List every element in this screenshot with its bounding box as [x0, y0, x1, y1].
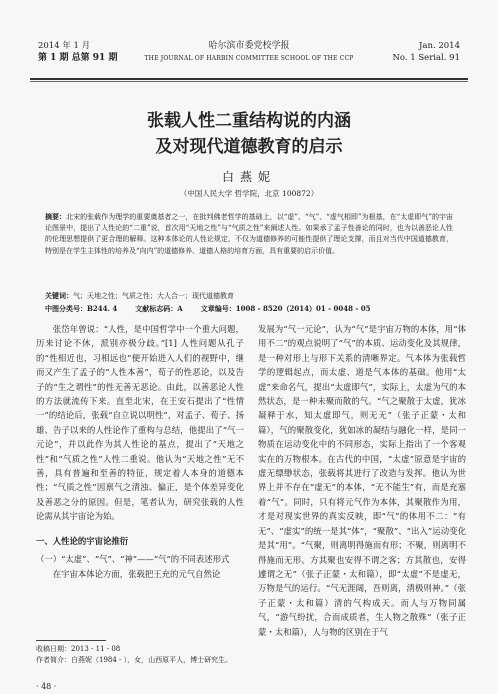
author-name: 白燕妮 — [221, 170, 276, 184]
body-paragraph: 发展为“气一元论”，认为“气”是宇宙万物的本体，用“体用不二”的观点说明了“气”的本质、运动变化及其规律，是一种对形上与形下关系的清晰界定。气本体为张载哲学的逻辑起点，而太虚、道是气本体的基础。他用“太虚”来命名气，提出“太虚即气”，实际上，太虚为气的本然状态，是一种未聚而散的气。“气之聚散于太虚，犹冰凝释于水，知太虚即气，则无无”（张子正蒙・太和篇），气的聚散变化，犹如冰的凝结与融化一样，是同一物质在运动变化中的不同形态，实际上指出了一个客观实在的万物根本。在古代的中国，“太虚”原意是宇宙的虚无缥缈状态，张载将其进行了改造与发挥。他认为世界上并不存在“虚无”的本体，“无不能生”有，而是充塞着“气”。同时，只有将元气作为本体，其聚散作为用，才是对现实世界的真实反映，即“气”的体用不二：“有无”、“虚实”的统一是其“体”，“聚散”、“出入”运动变化是其“用”。“气聚，则离明得施而有形；不聚，则离明不得施而无形。方其聚也安得不谓之客；方其散也，安得遽谓之无”（张子正蒙・太和篇），即“太虚”不是虚无，万物是气的运行。“气无涯阔，吾则离，清极则神。”（张子正蒙・太和篇）清的气构成天。而人与万物同属气，“游气纷扰，合而成质者，生人物之散殊”（张子正蒙・太和篇），人与物的区别在于气 — [258, 324, 466, 637]
header-rule-thick — [30, 78, 468, 80]
body-paragraph: 在宇宙本体论方面，张载把王充的元气自然论 — [52, 568, 221, 579]
body-column-right — [258, 322, 466, 639]
abstract-label: 摘要： — [45, 212, 67, 221]
abstract — [45, 211, 453, 257]
body-column-left — [36, 322, 244, 581]
journal-title-cn: 哈尔滨市委党校学报 — [208, 41, 290, 51]
article-number: 文章编号：1008 - 8520（2014）01 - 0048 - 05 — [200, 304, 371, 313]
issue-date: 2014 年 1 月 — [38, 41, 91, 51]
author-intro: 作者简介：白燕妮（1984 - ），女，山西原平人，博士研究生。 — [36, 656, 233, 664]
header-rule-thin — [30, 81, 468, 82]
journal-header — [30, 36, 468, 80]
issue-number-en: No. 1 Serial. 91 — [392, 53, 460, 63]
article-title — [0, 108, 498, 160]
body-paragraph: 张岱年曾说：“人性，是中国哲学中一个重大问题，历来讨论不休，派别亦极分歧。”[1] 人性问题从孔子的“性相近也，习相远也”便开始进入人们的视野中，继而又产生了孟子的“人性本善”，荀子的性恶论，以及告子的“生之谓性”的性无善无恶论。由此，以善恶论人性的方法就流传下来。直至北宋，在王安石提出了“性情一”的结论后，张载“自立说以明性”，对孟子、荀子、扬雄、告子以来的人性论作了重构与总结，他提出了“气一元论”，并以此作为其人性论的基点，提出了“天地之性”和“气质之性”人性二重说。他认为“天地之性”无不善，具有普遍和至善的特征，规定着人本身的道德本性；“气质之性”因禀气之清浊、偏正，是个体差异变化及善恶之分的原因。但是，笔者认为，研究张载的人性论需从其宇宙论为始。 — [36, 324, 244, 522]
issue-number: 第 1 期 总第 91 期 — [38, 53, 118, 63]
issue-date-en: Jan. 2014 — [419, 41, 460, 51]
keywords — [45, 291, 453, 301]
keywords-label: 关键词： — [45, 291, 73, 300]
journal-title-en: THE JOURNAL OF HARBIN COMMITTEE SCHOOL OF THE CCP — [144, 55, 354, 62]
classification-line — [45, 304, 453, 314]
title-line-1: 张载人性二重结构说的内涵 — [147, 111, 351, 131]
document-code: 文献标志码：A — [135, 304, 183, 313]
section-heading: 一、人性论的宇宙论推衍 — [36, 535, 129, 546]
clc-number: 中图分类号：B244. 4 — [45, 304, 118, 313]
subsection-heading: （一）“太虚”、“气”、“神”——“气”的不同表述形式 — [36, 554, 230, 565]
page-number: · 48 · — [36, 682, 57, 691]
footnote — [36, 644, 244, 666]
footnote-rule — [36, 640, 106, 641]
author-affiliation: （中国人民大学 哲学院，北京 100872） — [179, 189, 319, 198]
issue-info-right — [392, 40, 460, 64]
title-line-2: 及对现代道德教育的启示 — [155, 137, 343, 157]
keywords-text: 气；天地之性；气质之性；大人合一；现代道德教育 — [73, 292, 234, 300]
abstract-text: 北宋的张载作为理学的重要奠基者之一，在批判佛老哲学的基础上，以“虚”、“气”、“虚气相即”为根基，在“太虚即气”的宇宙论图景中，提出了人性论的“二重”说，首次用“天地之性”与“气质之性”来阐述人性。如果承了孟子性善论的同时，也为以善恶论人性的伦理思想提供了更合理的解释。这种本体论的人性论规定，不仅为道德修养的可能性提供了理论支撑，而且对当代中国道德教育，特别是在学生主体性的培养及“向内”的道德修养、道德人格的培育方面，具有重要的启示价值。 — [45, 213, 453, 255]
received-date: 收稿日期：2013 - 11 - 08 — [36, 645, 121, 653]
